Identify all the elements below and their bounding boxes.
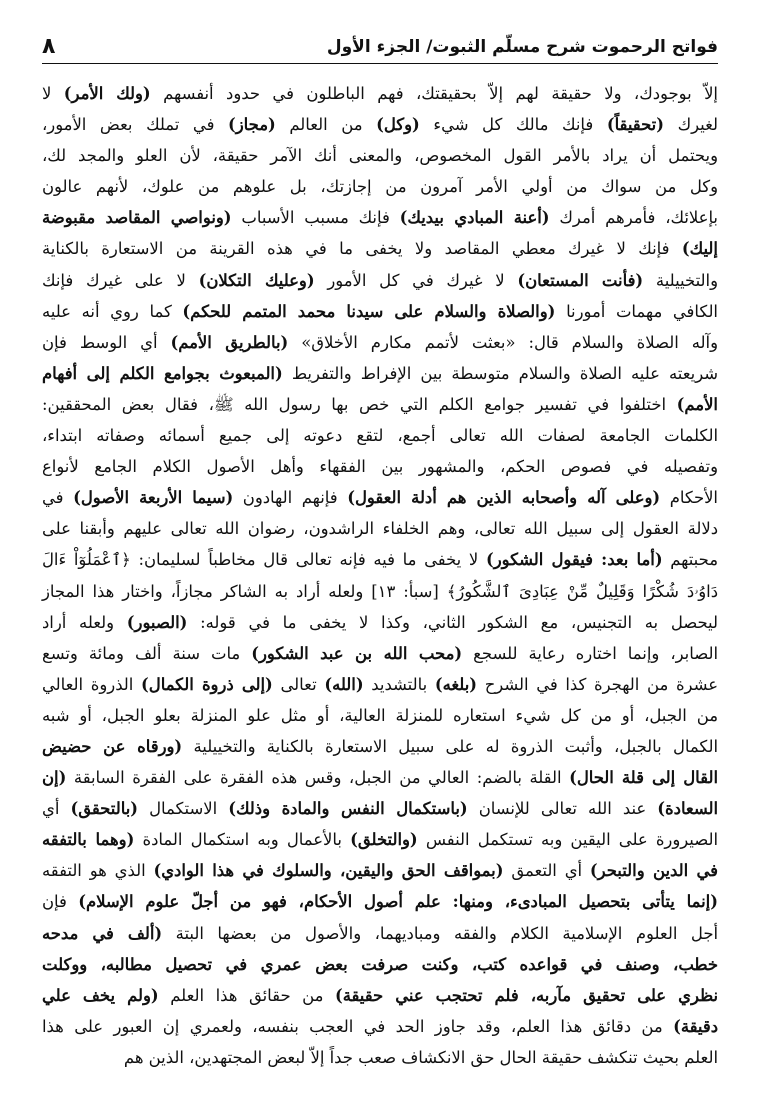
- matn-segment: (وهما بالتفقه: [42, 830, 135, 850]
- text-line: [42, 78, 718, 109]
- commentary-segment: الأحكام: [660, 488, 718, 508]
- commentary-segment: الكافي مهمات أمورنا: [555, 301, 718, 321]
- matn-segment: إليك): [681, 239, 718, 259]
- matn-segment: (تحقيقاً): [606, 115, 664, 135]
- commentary-segment: ليحصل به التجنيس، مع الشكور الثاني، وكذا لا يخفى ما في قوله:: [187, 612, 718, 632]
- commentary-segment: عند الله تعالى للإنسان: [467, 799, 658, 819]
- matn-segment: (إن: [42, 768, 67, 788]
- matn-segment: (وعلى آله وأصحابه الذين هم أدلة العقول): [347, 488, 661, 508]
- text-line: [42, 544, 718, 575]
- commentary-segment: لا يخفى ما فيه فإنه تعالى قال مخاطباً لسليمان: ﴿ٱعْمَلُوٓاْ ءَالَ: [42, 550, 486, 570]
- page-number: ٨: [42, 34, 56, 59]
- commentary-segment: عشرة من الهجرة كذا في الشرح: [477, 674, 718, 694]
- text-line: [42, 793, 718, 824]
- matn-segment: (بمواقف الحق واليقين، والسلوك في هذا الوادي): [153, 861, 504, 881]
- commentary-segment: من حقائق هذا العلم: [158, 985, 335, 1005]
- commentary-segment: لا: [42, 84, 64, 103]
- text-line: [42, 513, 718, 544]
- matn-segment: دقيقة): [673, 1016, 718, 1036]
- text-line: [42, 265, 718, 296]
- commentary-segment: وآله الصلاة والسلام قال: «بعثت لأتمم مكارم الأخلاق»: [288, 332, 718, 352]
- commentary-segment: أي: [42, 799, 71, 819]
- text-line: [42, 1042, 718, 1073]
- commentary-segment: من دقائق هذا العلم، وقد جاوز الحد في العجب بنفسه، ولعمري إن العبور على هذا: [42, 1016, 674, 1036]
- text-line: [42, 949, 718, 980]
- commentary-segment: الاستكمال: [138, 799, 229, 819]
- commentary-segment: مات سنة ألف ومائة وتسع: [42, 643, 252, 663]
- commentary-segment: اختلفوا في تفسير جوامع الكلم التي خص بها رسول الله ﷺ، فقال بعض المحققين:: [42, 394, 677, 414]
- commentary-segment: الصيرورة على اليقين وبه تستكمل النفس: [417, 830, 718, 850]
- commentary-segment: لا على غيرك فإنك: [42, 270, 199, 290]
- matn-segment: (ولم يخف علي: [42, 985, 159, 1005]
- matn-segment: (مجاز): [228, 115, 276, 135]
- commentary-segment: ويحتمل أن يراد بالأمر القول المخصوص، والمعنى أنك الآمر حقيقة، لأن العلو والمجد لك،: [42, 146, 718, 166]
- text-line: [42, 482, 718, 513]
- commentary-segment: الذي هو التفقه: [42, 861, 154, 881]
- body-text: [42, 78, 718, 1073]
- running-title: فواتح الرحموت شرح مسلّم الثبوت/ الجزء الأول: [326, 36, 718, 57]
- commentary-segment: تعالى: [272, 674, 325, 694]
- commentary-segment: فإنك مالك كل شيء: [419, 115, 607, 135]
- text-line: [42, 855, 718, 886]
- text-line: [42, 576, 718, 607]
- page-header: [42, 30, 718, 64]
- text-line: [42, 1011, 718, 1042]
- text-line: [42, 980, 718, 1011]
- commentary-segment: أي التعمق: [503, 861, 590, 881]
- commentary-segment: فإنهم الهادون: [233, 488, 348, 508]
- matn-segment: (الصبور): [126, 612, 188, 632]
- matn-segment: (بالتحقق): [70, 799, 139, 819]
- text-line: [42, 824, 718, 855]
- text-line: [42, 109, 718, 140]
- matn-segment: (ونواصي المقاصد مقبوضة: [42, 208, 232, 228]
- matn-segment: (إنما يتأتى بتحصيل المبادىء، ومنها: علم أصول الأحكام، فهو من أجلّ علوم الإسلام): [78, 892, 718, 912]
- text-line: [42, 327, 718, 358]
- text-line: [42, 202, 718, 233]
- matn-segment: (الله): [324, 674, 364, 694]
- text-line: [42, 607, 718, 638]
- text-line: [42, 140, 718, 171]
- commentary-segment: شريعته عليه الصلاة والسلام متوسطة بين الإفراط والتفريط: [282, 363, 718, 383]
- commentary-segment: من العالم: [275, 115, 377, 135]
- matn-segment: نظري على تحقيق مآربه، فلم تحتجب عني حقيقة): [334, 985, 719, 1005]
- matn-segment: خطب، وصنف في قواعده كتب، وكنت صرفت بعض عمري في تحصيل مطالبه، ووكلت: [42, 954, 718, 974]
- matn-segment: (ألف في مدحه: [42, 923, 163, 943]
- commentary-segment: لغيرك: [664, 115, 718, 135]
- commentary-segment: فإنك لا غيرك معطي المقاصد ولا يخفى ما في هذه القرينة من الاستعارة بالكناية: [42, 239, 682, 259]
- text-line: [42, 296, 718, 327]
- matn-segment: (والصلاة والسلام على سيدنا محمد المتمم للحكم): [182, 301, 556, 321]
- text-line: [42, 669, 718, 700]
- matn-segment: (بلغه): [434, 674, 478, 694]
- matn-segment: السعادة): [657, 799, 719, 819]
- commentary-segment: إلاّ بوجودك، ولا حقيقة لهم إلاّ بحقيقتك، فهم الباطلون في حدود أنفسهم: [150, 84, 718, 103]
- matn-segment: (باستكمال النفس والمادة وذلك): [228, 799, 468, 819]
- text-line: [42, 171, 718, 202]
- commentary-segment: بالأعمال وبه استكمال المادة: [134, 830, 351, 850]
- matn-segment: في الدين والتبحر): [589, 861, 718, 881]
- commentary-segment: فإنك مسبب الأسباب: [231, 208, 400, 228]
- text-line: [42, 700, 718, 731]
- text-line: [42, 886, 718, 917]
- commentary-segment: الصابر، وإنما اختاره رعاية للسجع: [462, 643, 718, 663]
- commentary-segment: محبتهم: [662, 550, 718, 570]
- text-line: [42, 358, 718, 389]
- commentary-segment: وتفصيله في فصوص الحكم، والمشهور بين الفقهاء وأهل الأصول الكلام الجامع لأنواع: [42, 457, 718, 477]
- commentary-segment: في تملك بعض الأمور،: [42, 115, 228, 135]
- matn-segment: (والتخلق): [350, 830, 418, 850]
- matn-segment: الأمم): [676, 394, 718, 414]
- matn-segment: (سيما الأربعة الأصول): [73, 488, 234, 508]
- matn-segment: (إلى ذروة الكمال): [141, 674, 273, 694]
- commentary-segment: القلة بالضم: العالي من الجبل، وقس هذه الفقرة على الفقرة السابقة: [66, 768, 570, 788]
- commentary-segment: دلالة العقول إلى سبيل الله تعالى، وهم الخلفاء الراشدون، رضوان الله تعالى عليهم وأبقنا على: [42, 519, 718, 539]
- commentary-segment: والتخييلية: [643, 270, 718, 290]
- commentary-segment: ولعله أراد: [42, 612, 127, 632]
- text-line: [42, 918, 718, 949]
- commentary-segment: أي الوسط فإن: [42, 332, 171, 352]
- commentary-segment: في: [42, 488, 74, 508]
- text-line: [42, 233, 718, 264]
- matn-segment: (ولك الأمر): [63, 84, 151, 103]
- matn-segment: (ورقاه عن حضيض: [42, 736, 183, 756]
- commentary-segment: الكمال بالجبل، وأثبت الذروة له على سبيل الاستعارة بالكناية والتخييلية: [182, 736, 718, 756]
- text-line: [42, 389, 718, 420]
- commentary-segment: لا غيرك في كل الأمور: [314, 270, 518, 290]
- commentary-segment: كما روي أنه عليه: [42, 301, 183, 321]
- commentary-segment: دَاوُۥدَ شُكْرًا وَقَلِيلٌ مِّنْ عِبَادِىَ ٱلشَّكُورُ﴾ [سبأ: ١٣] ولعله أراد به الشاكر مجازاً، واختار هذا المجاز: [42, 581, 719, 601]
- matn-segment: (فأنت المستعان): [517, 270, 644, 290]
- text-line: [42, 451, 718, 482]
- text-line: [42, 420, 718, 451]
- matn-segment: (أما بعد: فيقول الشكور): [485, 550, 663, 570]
- commentary-segment: العلم بحيث تنكشف حقيقة الحال حق الانكشاف صعب جداً إلاّ لبعض المجتهدين، الذين هم: [123, 1047, 718, 1067]
- commentary-segment: وكل من سواك من أولي الأمر آمرون من إجازتك، بل علوهم من علوك، لأنهم عالون: [42, 177, 718, 197]
- matn-segment: (أعنة المبادي بيديك): [399, 208, 550, 228]
- text-line: [42, 731, 718, 762]
- matn-segment: (المبعوث بجوامع الكلم إلى أفهام: [42, 363, 283, 383]
- commentary-segment: من الجبل، أو من كل شيء استعاره للمنزلة العالية، أو مثل علو المنزلة بعلو الجبل، أو شبه: [42, 705, 718, 725]
- commentary-segment: بالتشديد: [363, 674, 435, 694]
- commentary-segment: أجل العلوم الإسلامية الكلام والفقه ومباديهما، والأصول من بعضها البتة: [162, 923, 719, 943]
- text-line: [42, 638, 718, 669]
- commentary-segment: فإن: [42, 892, 79, 912]
- matn-segment: (وكل): [376, 115, 420, 135]
- matn-segment: (وعليك التكلان): [198, 270, 315, 290]
- commentary-segment: الكلمات الجامعة لصفات الله تعالى أجمع، لتقع دعوته إلى جميع أسمائه وصفاته ابتداء،: [42, 426, 718, 446]
- matn-segment: (بالطريق الأمم): [170, 332, 289, 352]
- matn-segment: (محب الله بن عبد الشكور): [251, 643, 463, 663]
- commentary-segment: بإعلائك، فأمرهم أمرك: [549, 208, 718, 228]
- text-line: [42, 762, 718, 793]
- commentary-segment: الذروة العالي: [42, 674, 142, 694]
- matn-segment: القال إلى قلة الحال): [569, 768, 718, 788]
